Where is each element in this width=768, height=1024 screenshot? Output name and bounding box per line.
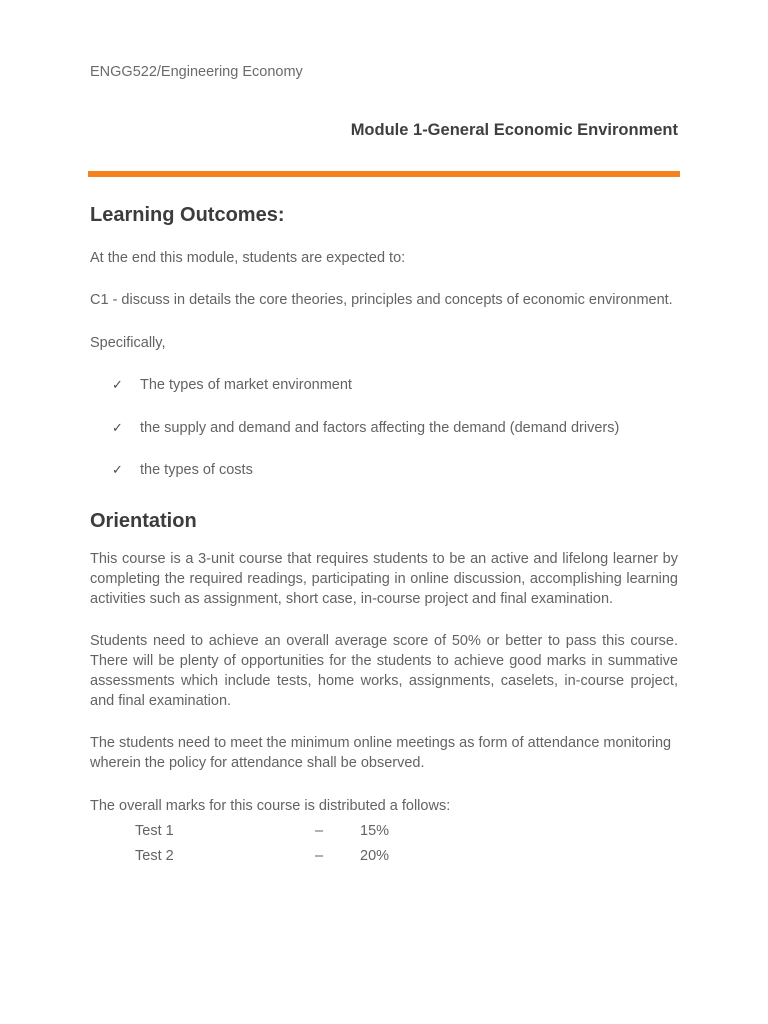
learning-outcomes-heading: Learning Outcomes:: [90, 204, 285, 226]
document-content: [90, 200, 678, 869]
outcome-c1: C1 - discuss in details the core theories, principles and concepts of economic environment.: [90, 292, 673, 308]
outcome-checklist: [90, 375, 678, 480]
mark-dash: –: [315, 848, 324, 864]
orientation-paragraph-1: This course is a 3-unit course that requires students to be an active and lifelong learner by completing the required readings, participating in online discussion, accomplishing learning activities such as assignment, short case, in-course project and final examination.: [90, 551, 678, 607]
mark-dash: –: [315, 823, 324, 839]
marks-distribution-table: [135, 819, 420, 869]
specifically-label: Specifically,: [90, 335, 166, 351]
orientation-heading: Orientation: [90, 510, 197, 532]
checklist-item-text: the supply and demand and factors affecting the demand (demand drivers): [140, 420, 620, 436]
check-icon: ✓: [112, 420, 123, 435]
checklist-item: [90, 418, 678, 438]
header-divider: [88, 171, 680, 177]
module-title: Module 1-General Economic Environment: [350, 121, 678, 139]
orientation-paragraph-2: Students need to achieve an overall average score of 50% or better to pass this course. There will be plenty of opportunities for the students to achieve good marks in summative assessments which include tests, home works, assignments, caselets, in-course project, and final examination.: [90, 633, 678, 709]
check-icon: ✓: [112, 377, 123, 392]
checklist-item-text: The types of market environment: [140, 377, 352, 393]
marks-intro: The overall marks for this course is distributed a follows:: [90, 798, 451, 814]
mark-percent: 15%: [360, 823, 390, 839]
check-icon: ✓: [112, 462, 123, 477]
mark-item: Test 1: [135, 823, 174, 839]
mark-item: Test 2: [135, 848, 174, 864]
orientation-paragraph-3: The students need to meet the minimum online meetings as form of attendance monitoring wherein the policy for attendance shall be observed.: [90, 735, 672, 771]
table-row: [135, 844, 420, 869]
table-row: [135, 819, 420, 844]
course-header: ENGG522/Engineering Economy: [90, 64, 303, 80]
checklist-item-text: the types of costs: [140, 462, 253, 478]
checklist-item: [90, 375, 678, 395]
checklist-item: [90, 460, 678, 480]
mark-percent: 20%: [360, 848, 390, 864]
outcomes-intro: At the end this module, students are expected to:: [90, 250, 406, 266]
